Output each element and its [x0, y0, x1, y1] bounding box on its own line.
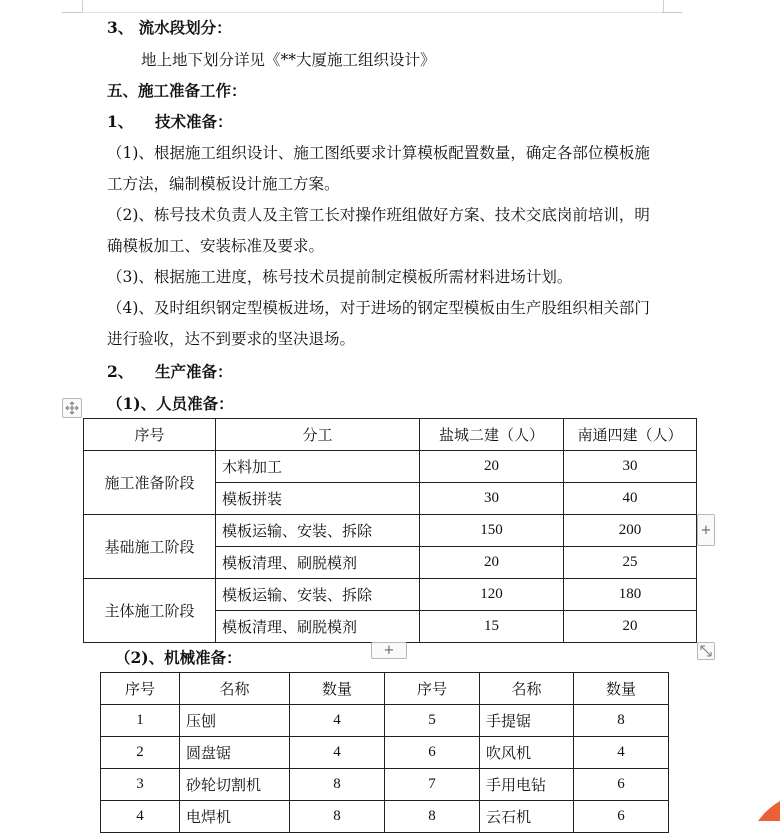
- paragraph-tech-1a: （1)、根据施工组织设计、施工图纸要求计算模板配置数量，确定各部位模板施: [107, 144, 650, 162]
- header-cell: 盐城二建（人）: [420, 419, 564, 451]
- quantity-cell: 6: [574, 769, 669, 801]
- header-cell: 南通四建（人）: [564, 419, 697, 451]
- task-cell: 模板运输、安装、拆除: [216, 579, 420, 611]
- index-cell: 2: [101, 737, 180, 769]
- index-cell: 4: [101, 801, 180, 833]
- paragraph-tech-4a: （4)、及时组织钢定型模板进场，对于进场的钢定型模板由生产股组织相关部门: [107, 299, 650, 317]
- count-cell: 20: [564, 611, 697, 643]
- paragraph-tech-3: （3)、根据施工进度，栋号技术员提前制定模板所需材料进场计划。: [107, 268, 573, 286]
- page-corner-accent-icon: [752, 793, 780, 821]
- count-cell: 15: [420, 611, 564, 643]
- index-cell: 7: [385, 769, 480, 801]
- quantity-cell: 8: [574, 705, 669, 737]
- header-cell: 数量: [290, 673, 385, 705]
- count-cell: 30: [420, 483, 564, 515]
- machine-name-cell: 云石机: [480, 801, 574, 833]
- heading-tech: 技术准备：: [155, 112, 233, 131]
- header-cell: 名称: [180, 673, 290, 705]
- paragraph-tech-2b: 确模板加工、安装标准及要求。: [107, 237, 325, 255]
- count-cell: 30: [564, 451, 697, 483]
- header-cell: 名称: [480, 673, 574, 705]
- stage-cell: 施工准备阶段: [84, 451, 216, 515]
- table-row: [101, 769, 669, 801]
- count-cell: 20: [420, 451, 564, 483]
- table-row: [84, 515, 697, 547]
- machine-name-cell: 手用电钻: [480, 769, 574, 801]
- header-cell: 序号: [101, 673, 180, 705]
- heading-preparation: 五、施工准备工作：: [107, 81, 247, 100]
- heading-prod: 生产准备：: [155, 362, 233, 381]
- resize-icon[interactable]: [697, 642, 715, 660]
- paragraph-tech-2a: （2)、栋号技术负责人及主管工长对操作班组做好方案、技术交底岗前培训，明: [107, 206, 650, 224]
- task-cell: 木料加工: [216, 451, 420, 483]
- index-cell: 3: [101, 769, 180, 801]
- margin-mark-right: [662, 12, 682, 13]
- personnel-title: （1)、人员准备：: [107, 394, 234, 413]
- machine-name-cell: 圆盘锯: [180, 737, 290, 769]
- table-row: [84, 579, 697, 611]
- task-cell: 模板清理、刷脱模剂: [216, 547, 420, 579]
- quantity-cell: 4: [574, 737, 669, 769]
- table-row: [84, 451, 697, 483]
- quantity-cell: 8: [290, 769, 385, 801]
- heading-flow-section: 3、 流水段划分：: [107, 18, 232, 37]
- stage-cell: 主体施工阶段: [84, 579, 216, 643]
- move-icon[interactable]: [62, 398, 82, 418]
- quantity-cell: 4: [290, 737, 385, 769]
- personnel-table: [83, 418, 697, 643]
- task-cell: 模板运输、安装、拆除: [216, 515, 420, 547]
- count-cell: 200: [564, 515, 697, 547]
- paragraph-flow: 地上地下划分详见《**大厦施工组织设计》: [141, 51, 436, 69]
- heading-prod-number: 2、: [107, 362, 134, 381]
- index-cell: 1: [101, 705, 180, 737]
- stage-cell: 基础施工阶段: [84, 515, 216, 579]
- header-cell: 序号: [385, 673, 480, 705]
- machine-name-cell: 压刨: [180, 705, 290, 737]
- count-cell: 40: [564, 483, 697, 515]
- machine-name-cell: 吹风机: [480, 737, 574, 769]
- table-row: [101, 801, 669, 833]
- index-cell: 5: [385, 705, 480, 737]
- margin-mark-left: [62, 12, 82, 13]
- header-cell: 分工: [216, 419, 420, 451]
- task-cell: 模板清理、刷脱模剂: [216, 611, 420, 643]
- count-cell: 25: [564, 547, 697, 579]
- count-cell: 120: [420, 579, 564, 611]
- table-header-row: [101, 673, 669, 705]
- heading-tech-number: 1、: [107, 112, 134, 131]
- quantity-cell: 4: [290, 705, 385, 737]
- header-cell: 数量: [574, 673, 669, 705]
- add-column-button[interactable]: +: [697, 514, 715, 546]
- paragraph-tech-4b: 进行验收，达不到要求的坚决退场。: [107, 330, 356, 348]
- count-cell: 150: [420, 515, 564, 547]
- machine-name-cell: 电焊机: [180, 801, 290, 833]
- task-cell: 模板拼装: [216, 483, 420, 515]
- index-cell: 6: [385, 737, 480, 769]
- count-cell: 180: [564, 579, 697, 611]
- quantity-cell: 8: [290, 801, 385, 833]
- header-cell: 序号: [84, 419, 216, 451]
- machine-name-cell: 手提锯: [480, 705, 574, 737]
- machine-table: [100, 672, 669, 833]
- machine-title: （2)、机械准备：: [115, 648, 242, 667]
- move-arrows-icon: [65, 401, 79, 415]
- machine-name-cell: 砂轮切割机: [180, 769, 290, 801]
- resize-arrows-icon: [700, 645, 712, 657]
- index-cell: 8: [385, 801, 480, 833]
- table-row: [101, 737, 669, 769]
- paragraph-tech-1b: 工方法，编制模板设计施工方案。: [107, 175, 340, 193]
- page-top-edge: [82, 0, 664, 13]
- quantity-cell: 6: [574, 801, 669, 833]
- add-row-button[interactable]: +: [371, 642, 407, 659]
- table-row: [101, 705, 669, 737]
- table-header-row: [84, 419, 697, 451]
- count-cell: 20: [420, 547, 564, 579]
